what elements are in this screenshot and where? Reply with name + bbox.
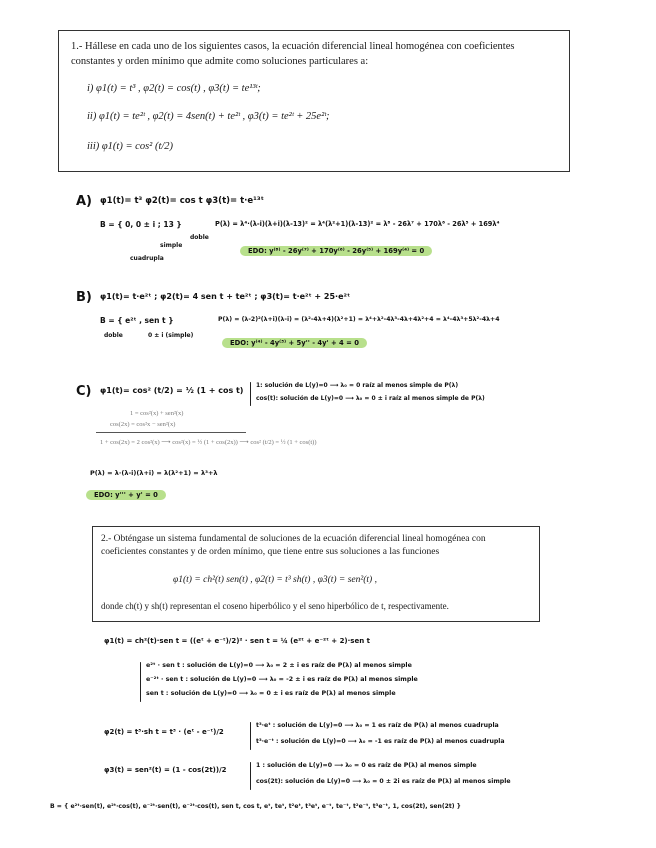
sol2-f2-brace bbox=[250, 722, 251, 750]
sol-b-label: B) bbox=[76, 290, 92, 305]
sol-c-poly: P(λ) = λ·(λ-i)(λ+i) = λ(λ²+1) = λ³+λ bbox=[90, 469, 218, 477]
problem1-statement: 1.- Hállese en cada uno de los siguientes casos, la ecuación diferencial lineal homogénea con coeficientes constantes y orden mínimo que admite como soluciones particulares a: bbox=[71, 41, 515, 67]
sol-b-basis: B = { e²ᵗ , sen t } bbox=[100, 316, 174, 325]
sol-c-work3: 1 + cos(2x) = 2 cos²(x) ⟶ cos²(x) = ½ (1 + cos(2x)) ⟶ cos² (t/2) = ½ (1 + cos(t)) bbox=[100, 439, 317, 446]
sol2-f2b: t³·e⁻ᵗ : solución de L(y)=0 ⟶ λ₀ = -1 es raíz de P(λ) al menos cuadrupla bbox=[256, 738, 505, 745]
sol-b-note-simple: 0 ± i (simple) bbox=[148, 332, 194, 339]
sol-a-label: A) bbox=[76, 194, 93, 209]
sol-c-given: φ1(t)= cos² (t/2) = ½ (1 + cos t) bbox=[100, 386, 244, 395]
problem1-case-i: i) φ1(t) = t³ , φ2(t) = cos(t) , φ3(t) = te¹³ᵗ; bbox=[87, 83, 261, 94]
sol2-f1a: e²ᵗ · sen t : solución de L(y)=0 ⟶ λ₀ = 2 ± i es raíz de P(λ) al menos simple bbox=[146, 662, 412, 669]
sol2-f1b: e⁻²ᵗ · sen t : solución de L(y)=0 ⟶ λ₀ = -2 ± i es raíz de P(λ) al menos simple bbox=[146, 676, 418, 683]
sol-a-note-quad: cuadrupla bbox=[130, 255, 164, 262]
sol-a-given: φ1(t)= t³ φ2(t)= cos t φ3(t)= t·e¹³ᵗ bbox=[100, 196, 264, 206]
problem2-box bbox=[92, 526, 540, 622]
sol2-f1c: sen t : solución de L(y)=0 ⟶ λ₀ = 0 ± i es raíz de P(λ) al menos simple bbox=[146, 690, 396, 697]
sol2-f1-brace bbox=[140, 662, 141, 702]
sol-c-root1: 1: solución de L(y)=0 ⟶ λ₀ = 0 raíz al menos simple de P(λ) bbox=[256, 382, 459, 389]
sol2-f3-brace bbox=[250, 762, 251, 790]
sol-b-poly: P(λ) = (λ-2)²(λ+i)(λ-i) = (λ²-4λ+4)(λ²+1) = λ⁴+λ²-4λ³-4λ+4λ²+4 = λ⁴-4λ³+5λ²-4λ+4 bbox=[218, 316, 500, 323]
problem1-box bbox=[58, 30, 570, 172]
sol2-f2: φ2(t) = t³·sh t = t³ · (eᵗ - e⁻ᵗ)/2 bbox=[104, 728, 224, 736]
sol2-f3b: cos(2t): solución de L(y)=0 ⟶ λ₀ = 0 ± 2i es raíz de P(λ) al menos simple bbox=[256, 778, 511, 785]
sol2-f1: φ1(t) = ch²(t)·sen t = ((eᵗ + e⁻ᵗ)/2)² · sen t = ¼ (e²ᵗ + e⁻²ᵗ + 2)·sen t bbox=[104, 637, 370, 645]
sol2-f3a: 1 : solución de L(y)=0 ⟶ λ₀ = 0 es raíz de P(λ) al menos simple bbox=[256, 762, 477, 769]
problem2-statement: 2.- Obténgase un sistema fundamental de soluciones de la ecuación diferencial lineal homogénea con coeficientes constantes y de orden mínimo, que tiene entre sus soluciones a las funciones bbox=[101, 534, 486, 557]
problem1-case-iii: iii) φ1(t) = cos² (t/2) bbox=[87, 141, 174, 152]
sol-c-work1: 1 = cos²(x) + sen²(x) bbox=[130, 410, 184, 417]
sol-a-basis: B = { 0, 0 ± i ; 13 } bbox=[100, 220, 182, 229]
sol-a-note-double: doble bbox=[190, 234, 209, 241]
sol-a-poly: P(λ) = λ⁴·(λ-i)(λ+i)(λ-13)² = λ⁴(λ²+1)(λ-13)² = λ⁸ - 26λ⁷ + 170λ⁶ - 26λ⁵ + 169λ⁴ bbox=[215, 220, 500, 228]
sol-c-edo: EDO: y''' + y' = 0 bbox=[86, 490, 166, 500]
sol-a-edo: EDO: y⁽⁸⁾ - 26y⁽⁷⁾ + 170y⁽⁶⁾ - 26y⁽⁵⁾ + 169y⁽⁴⁾ = 0 bbox=[240, 246, 432, 256]
sol-a-note-simple: simple bbox=[160, 242, 183, 249]
sol-c-brace bbox=[250, 382, 251, 406]
sol-b-edo: EDO: y⁽⁴⁾ - 4y⁽³⁾ + 5y'' - 4y' + 4 = 0 bbox=[222, 338, 367, 348]
sol-c-label: C) bbox=[76, 384, 92, 399]
sol-b-note-double: doble bbox=[104, 332, 123, 339]
problem1-case-ii: ii) φ1(t) = te²ᵗ , φ2(t) = 4sen(t) + te²ᵗ , φ3(t) = te²ᵗ + 25e²ᵗ; bbox=[87, 111, 330, 122]
sol-b-given: φ1(t)= t·e²ᵗ ; φ2(t)= 4 sen t + te²ᵗ ; φ3(t)= t·e²ᵗ + 25·e²ᵗ bbox=[100, 292, 351, 301]
sol2-f2a: t³·eᵗ : solución de L(y)=0 ⟶ λ₀ = 1 es raíz de P(λ) al menos cuadrupla bbox=[256, 722, 499, 729]
sol2-f3: φ3(t) = sen²(t) = (1 - cos(2t))/2 bbox=[104, 766, 227, 774]
sol-c-divider bbox=[96, 432, 246, 433]
sol-c-work2: cos(2x) = cos²x − sen²(x) bbox=[110, 421, 176, 428]
sol2-basis: B = { e²ᵗ·sen(t), e²ᵗ·cos(t), e⁻²ᵗ·sen(t), e⁻²ᵗ·cos(t), sen t, cos t, eᵗ, teᵗ, t²eᵗ, t³eᵗ, e⁻ᵗ, te⁻ᵗ, t²e⁻ᵗ, t³e⁻ᵗ, 1, cos(2t), sen(2t) } bbox=[50, 803, 462, 810]
problem2-footer: donde ch(t) y sh(t) representan el coseno hiperbólico y el seno hiperbólico de t, respectivamente. bbox=[101, 601, 449, 611]
problem2-functions: φ1(t) = ch²(t) sen(t) , φ2(t) = t³ sh(t) , φ3(t) = sen²(t) , bbox=[173, 575, 377, 585]
sol-c-root2: cos(t): solución de L(y)=0 ⟶ λ₀ = 0 ± i raíz al menos simple de P(λ) bbox=[256, 395, 485, 402]
